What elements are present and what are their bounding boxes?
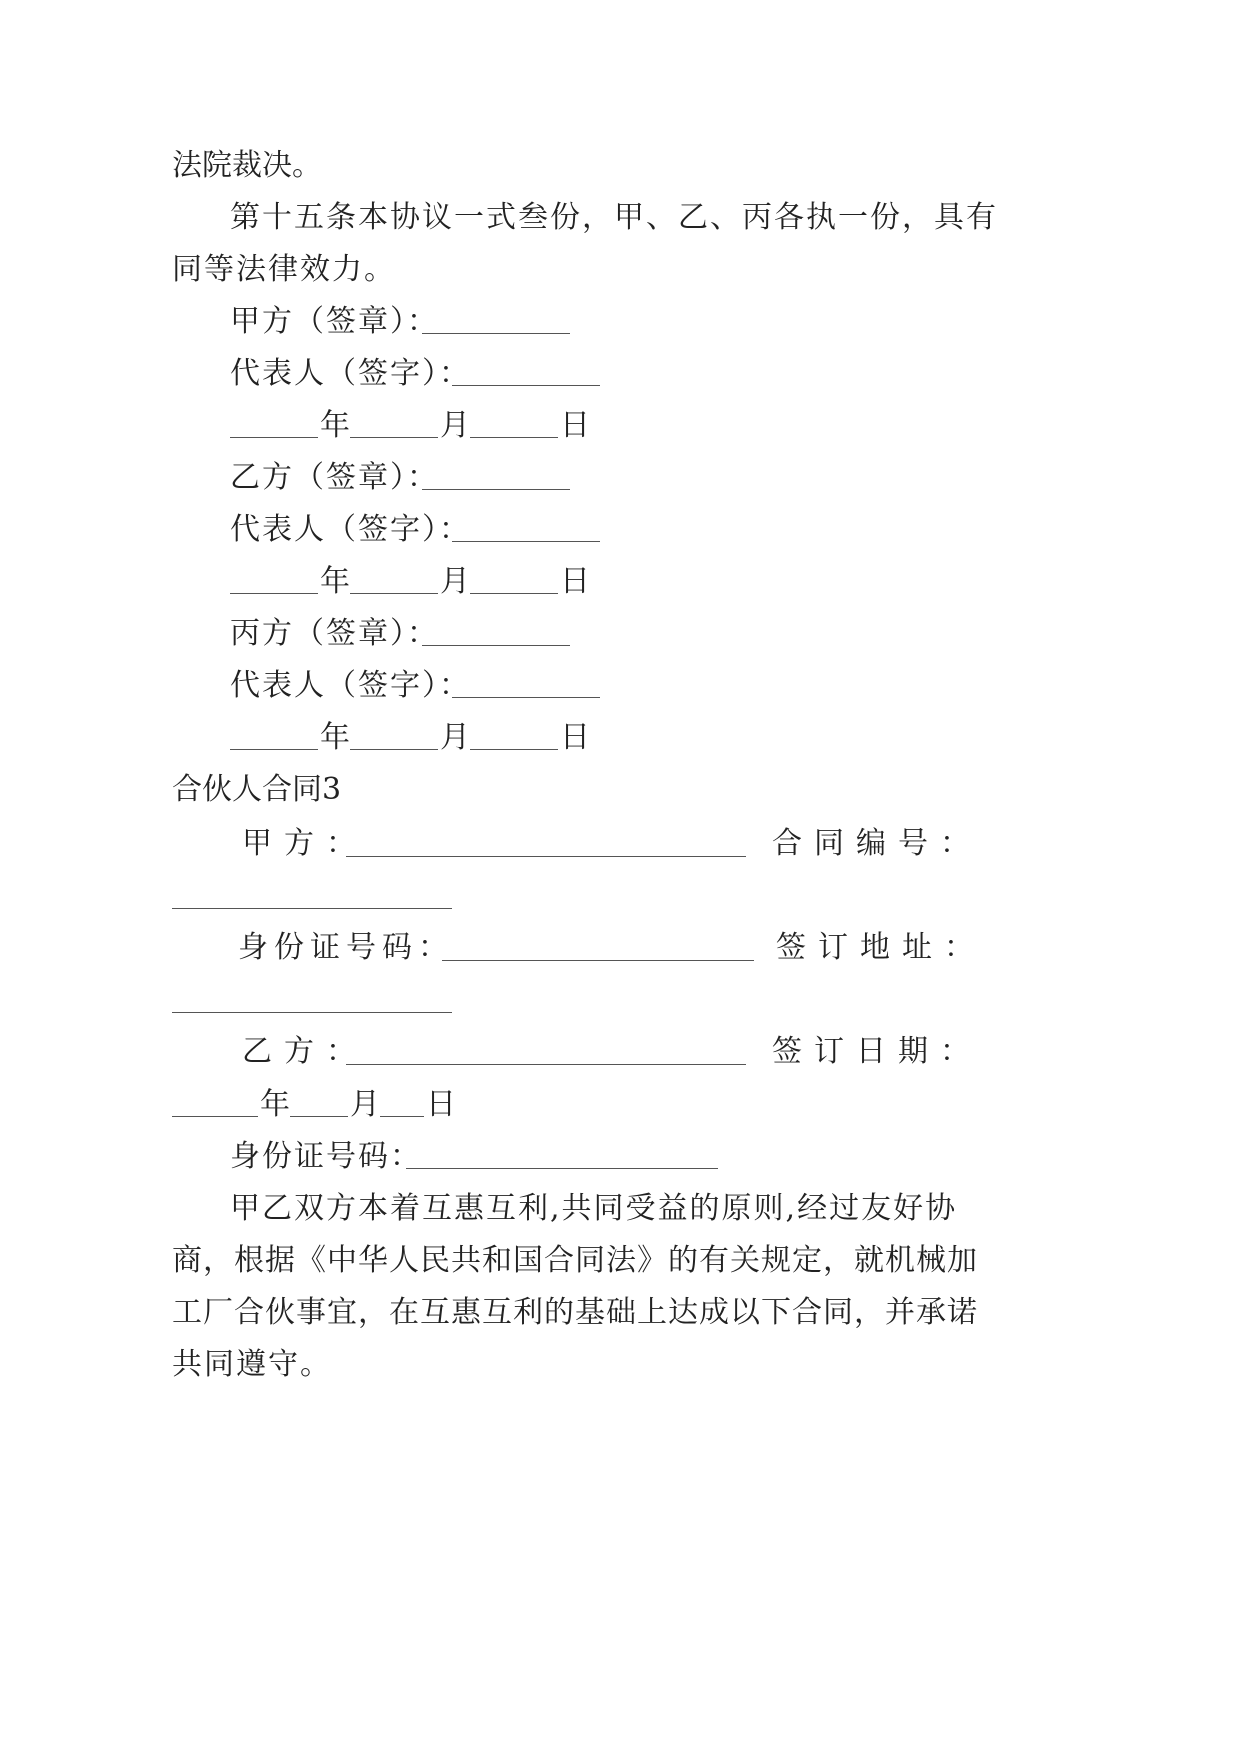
- sign-place-blank: [172, 1012, 452, 1013]
- year-blank: [230, 593, 318, 594]
- month-label: 月: [440, 564, 470, 599]
- month-blank: [350, 437, 438, 438]
- text-line: 第十五条本协议一式叁份，甲、乙、丙各执一份，具有: [230, 200, 998, 235]
- day-blank: [380, 1116, 424, 1117]
- year-label: 年: [260, 1087, 290, 1122]
- party-b-rep-label: 代表人（签字）：: [230, 512, 471, 547]
- party-b-seal-blank: [422, 489, 570, 490]
- day-label: 日: [560, 408, 590, 443]
- sign-date-label: 签订日期：: [772, 1034, 982, 1069]
- contract-party-a-blank: [346, 856, 746, 857]
- year-blank: [230, 437, 318, 438]
- day-blank: [470, 749, 558, 750]
- contract-number-label: 合同编号：: [772, 826, 982, 861]
- month-label: 月: [440, 720, 470, 755]
- month-label: 月: [440, 408, 470, 443]
- day-blank: [470, 437, 558, 438]
- year-label: 年: [320, 408, 350, 443]
- year-blank: [230, 749, 318, 750]
- text-line: 法院裁决。: [172, 148, 322, 183]
- month-blank: [290, 1116, 348, 1117]
- party-b-seal-label: 乙方（签章）：: [230, 460, 439, 495]
- year-label: 年: [320, 564, 350, 599]
- year-blank: [172, 1116, 258, 1117]
- text-line: 工厂合伙事宜，在互惠互利的基础上达成以下合同，并承诺: [172, 1295, 978, 1330]
- contract-heading: 合伙人合同3: [172, 772, 342, 807]
- party-a-seal-blank: [422, 333, 570, 334]
- party-b-id-blank: [406, 1168, 718, 1169]
- id-number-label: 身份证号码：: [238, 930, 454, 965]
- party-a-seal-label: 甲方（签章）：: [230, 304, 439, 339]
- day-label: 日: [560, 720, 590, 755]
- contract-party-b-label: 乙方：: [242, 1034, 368, 1069]
- text-line: 商，根据《中华人民共和国合同法》的有关规定，就机械加: [172, 1243, 978, 1278]
- month-blank: [350, 749, 438, 750]
- month-label: 月: [350, 1087, 380, 1122]
- contract-number-blank: [172, 908, 452, 909]
- day-blank: [470, 593, 558, 594]
- day-label: 日: [560, 564, 590, 599]
- party-a-rep-blank: [452, 385, 600, 386]
- party-c-seal-label: 丙方（签章）：: [230, 616, 439, 651]
- year-label: 年: [320, 720, 350, 755]
- text-line: 同等法律效力。: [172, 252, 396, 287]
- id-number-blank: [442, 960, 754, 961]
- text-line: 甲乙双方本着互惠互利,共同受益的原则,经过友好协: [230, 1191, 958, 1226]
- month-blank: [350, 593, 438, 594]
- party-b-rep-blank: [452, 541, 600, 542]
- contract-party-a-label: 甲方：: [242, 826, 368, 861]
- party-b-id-label: 身份证号码：: [230, 1139, 422, 1174]
- party-c-rep-blank: [452, 697, 600, 698]
- text-line: 共同遵守。: [172, 1347, 332, 1382]
- sign-place-label: 签订地址：: [776, 930, 986, 965]
- party-a-rep-label: 代表人（签字）：: [230, 356, 471, 391]
- party-c-rep-label: 代表人（签字）：: [230, 668, 471, 703]
- day-label: 日: [426, 1087, 456, 1122]
- contract-party-b-blank: [346, 1064, 746, 1065]
- party-c-seal-blank: [422, 645, 570, 646]
